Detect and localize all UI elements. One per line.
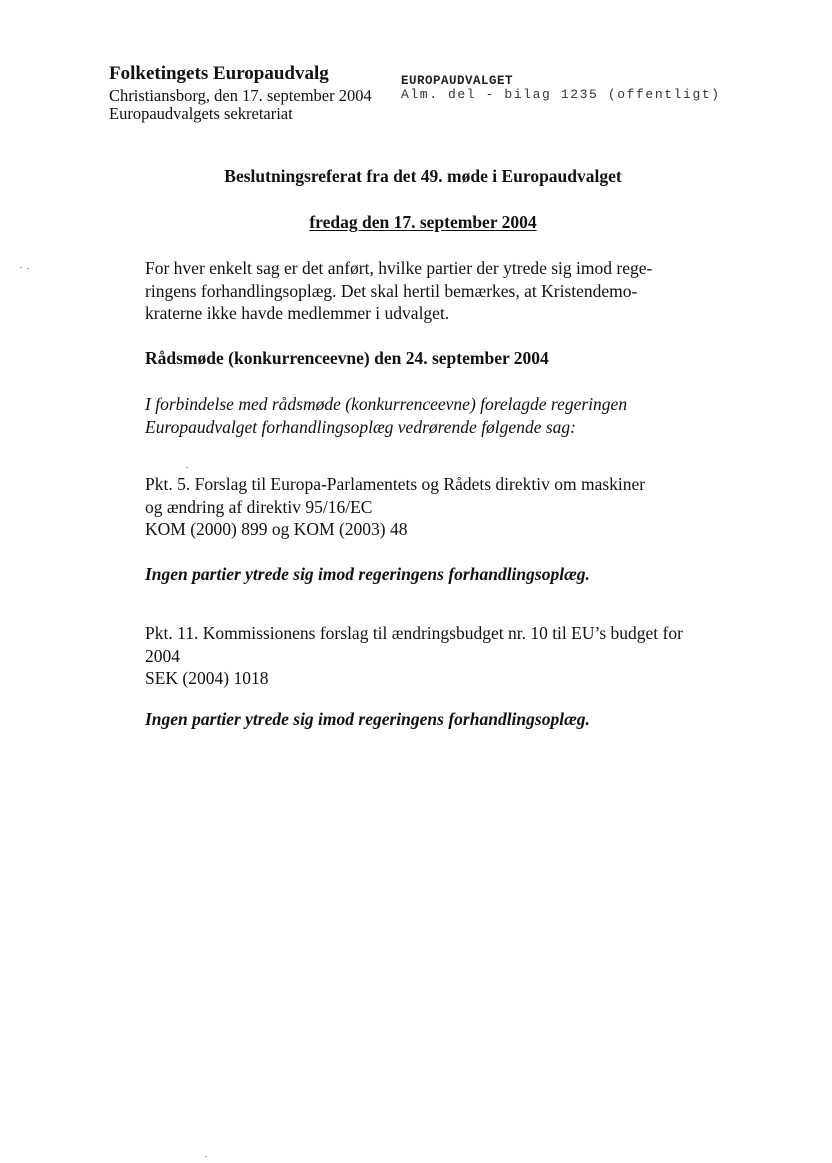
secretariat-name: Europaudvalgets sekretariat [109,104,293,123]
intro-line: For hver enkelt sag er det anført, hvilke partier der ytrede sig imod rege- [145,258,653,278]
place-date: Christiansborg, den 17. september 2004 [109,86,372,105]
italic-intro-line: Europaudvalget forhandlingsoplæg vedrørende følgende sag: [145,416,576,437]
stamp-line-2: Alm. del - bilag 1235 (offentligt) [401,87,721,102]
agenda-item-line: 2004 [145,645,180,666]
agenda-item-11-result [145,708,725,731]
meeting-date-heading [0,212,832,233]
stamp-line-1: EUROPAUDVALGET [401,74,514,88]
agenda-item-line: Pkt. 5. Forslag til Europa-Parlamentets og Rådets direktiv om maskiner [145,474,646,494]
council-heading-text: Rådsmøde (konkurrenceevne) den 24. september 2004 [145,348,549,368]
scan-speck [27,268,29,269]
scan-speck [186,467,188,468]
intro-line: kraterne ikke havde medlemmer i udvalget. [145,303,450,323]
italic-intro-paragraph [145,393,725,438]
result-text: Ingen partier ytrede sig imod regeringens forhandlingsoplæg. [145,564,590,584]
agenda-item-line: og ændring af direktiv 95/16/EC [145,496,373,517]
agenda-item-line: Pkt. 11. Kommissionens forslag til ændringsbudget nr. 10 til EU’s budget for [145,623,683,643]
organization-name: Folketingets Europaudvalg [109,63,329,84]
result-text: Ingen partier ytrede sig imod regeringens forhandlingsoplæg. [145,709,590,729]
document-title: Beslutningsreferat fra det 49. møde i Europaudvalget [224,166,622,186]
agenda-item-11 [145,622,725,690]
agenda-item-5-result [145,563,725,586]
italic-intro-line: I forbindelse med rådsmøde (konkurrenceevne) forelagde regeringen [145,394,628,414]
agenda-item-line: SEK (2004) 1018 [145,668,269,688]
meeting-date-text: fredag den 17. september 2004 [309,212,537,232]
intro-line: ringens forhandlingsoplæg. Det skal hertil bemærkes, at Kristendemo- [145,280,638,301]
council-meeting-heading [145,347,725,370]
scan-speck [20,267,22,268]
intro-paragraph [145,257,725,325]
agenda-item-5 [145,473,725,541]
agenda-item-line: KOM (2000) 899 og KOM (2003) 48 [145,519,408,539]
scan-speck [205,1156,207,1157]
